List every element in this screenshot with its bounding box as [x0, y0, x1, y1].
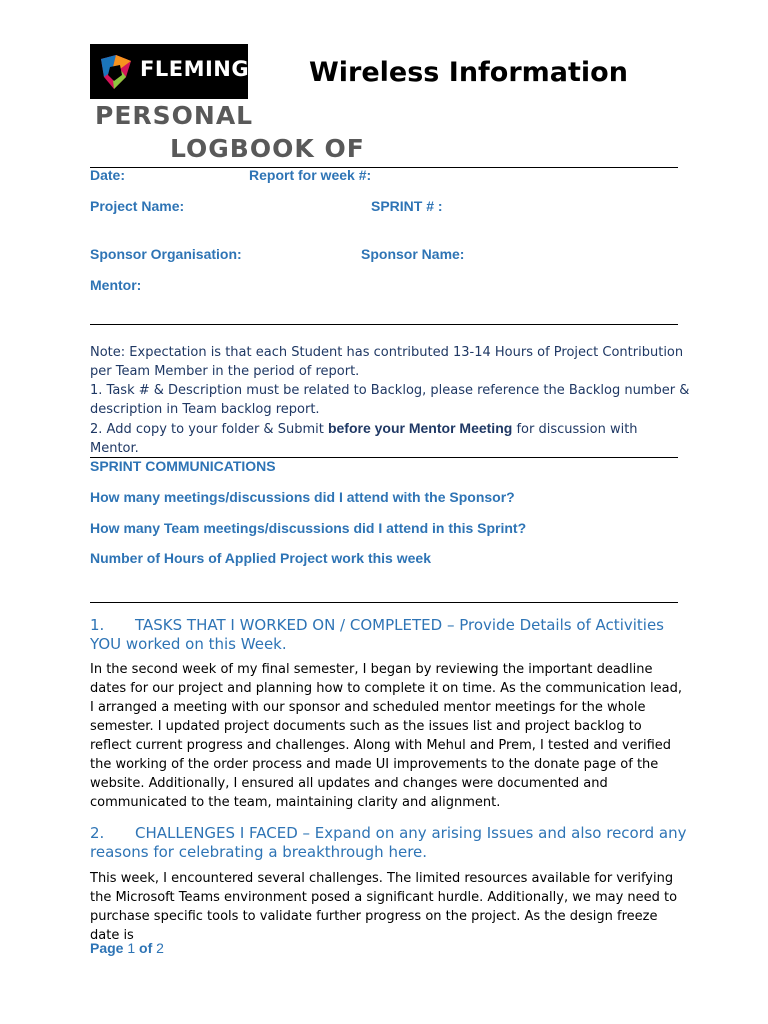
- report-week-label: Report for week #:: [249, 167, 372, 183]
- mentor-label: Mentor:: [90, 277, 142, 293]
- fleming-logo-icon: [98, 55, 134, 89]
- section-2-title: CHALLENGES I FACED – Expand on any arising Issues and also record any reasons for celebrating a breakthrough here.: [90, 824, 687, 861]
- section-2-heading: [90, 824, 690, 862]
- section-1-body: In the second week of my final semester, I began by reviewing the important deadline dates for our project and planning how to complete it on time. As the communication lead, I arranged a meeting with our sponsor and scheduled mentor meetings for the whole semester. I updated project documents such as the issues list and project backlog to reflect current progress and challenges. Along with Mehul and Prem, I tested and verified the working of the order process and made UI improvements to the donate page of the website. Additionally, I ensured all updates and changes were documented and communicated to the team, maintaining clarity and alignment.: [90, 662, 682, 810]
- date-label: Date:: [90, 167, 126, 183]
- section-1-heading: [90, 616, 690, 654]
- note-item-2-tail: for discussion with Mentor.: [90, 422, 638, 456]
- hours-question: Number of Hours of Applied Project work this week: [90, 550, 431, 566]
- fleming-logo: [90, 44, 248, 99]
- logo-wordmark: FLEMING: [140, 57, 250, 81]
- note-block: [90, 343, 690, 458]
- subtitle-line-1: PERSONAL: [95, 101, 254, 130]
- sprint-label: SPRINT # :: [371, 198, 443, 214]
- note-item-2-text: 2. Add copy to your folder & Submit: [90, 422, 328, 437]
- divider: [90, 167, 678, 168]
- section-2-body: This week, I encountered several challenges. The limited resources available for verifying the Microsoft Teams environment posed a significant hurdle. Additionally, we may need to purchase specific tools to validate further progress on the project. As the design freeze date is: [90, 871, 678, 943]
- section-2-number: 2.: [90, 824, 105, 842]
- section-1-number: 1.: [90, 616, 105, 634]
- note-item-2-bold: before your Mentor Meeting: [327, 420, 513, 436]
- document-title: Wireless Information: [309, 57, 628, 88]
- team-meetings-question: How many Team meetings/discussions did I attend in this Sprint?: [90, 520, 527, 536]
- divider: [90, 324, 678, 325]
- current-page: 1: [127, 940, 136, 956]
- sprint-communications-heading: SPRINT COMMUNICATIONS: [90, 458, 276, 474]
- sponsor-meetings-question: How many meetings/discussions did I attend with the Sponsor?: [90, 489, 515, 505]
- section-1-title: TASKS THAT I WORKED ON / COMPLETED – Provide Details of Activities YOU worked on this Week.: [90, 616, 664, 653]
- note-item-2: [90, 419, 690, 458]
- of-label: of: [139, 940, 153, 956]
- page-number-footer: [90, 940, 164, 956]
- page-label: Page: [90, 940, 124, 956]
- sponsor-name-label: Sponsor Name:: [361, 246, 465, 262]
- divider: [90, 602, 678, 603]
- note-item-1: 1. Task # & Description must be related to Backlog, please reference the Backlog number & description in Team backlog report.: [90, 383, 690, 417]
- project-name-label: Project Name:: [90, 198, 185, 214]
- sponsor-organisation-label: Sponsor Organisation:: [90, 246, 242, 262]
- total-pages: 2: [156, 940, 164, 956]
- note-expectation: Note: Expectation is that each Student has contributed 13-14 Hours of Project Contribution per Team Member in the period of report.: [90, 345, 684, 379]
- subtitle-line-2: LOGBOOK OF: [170, 134, 365, 163]
